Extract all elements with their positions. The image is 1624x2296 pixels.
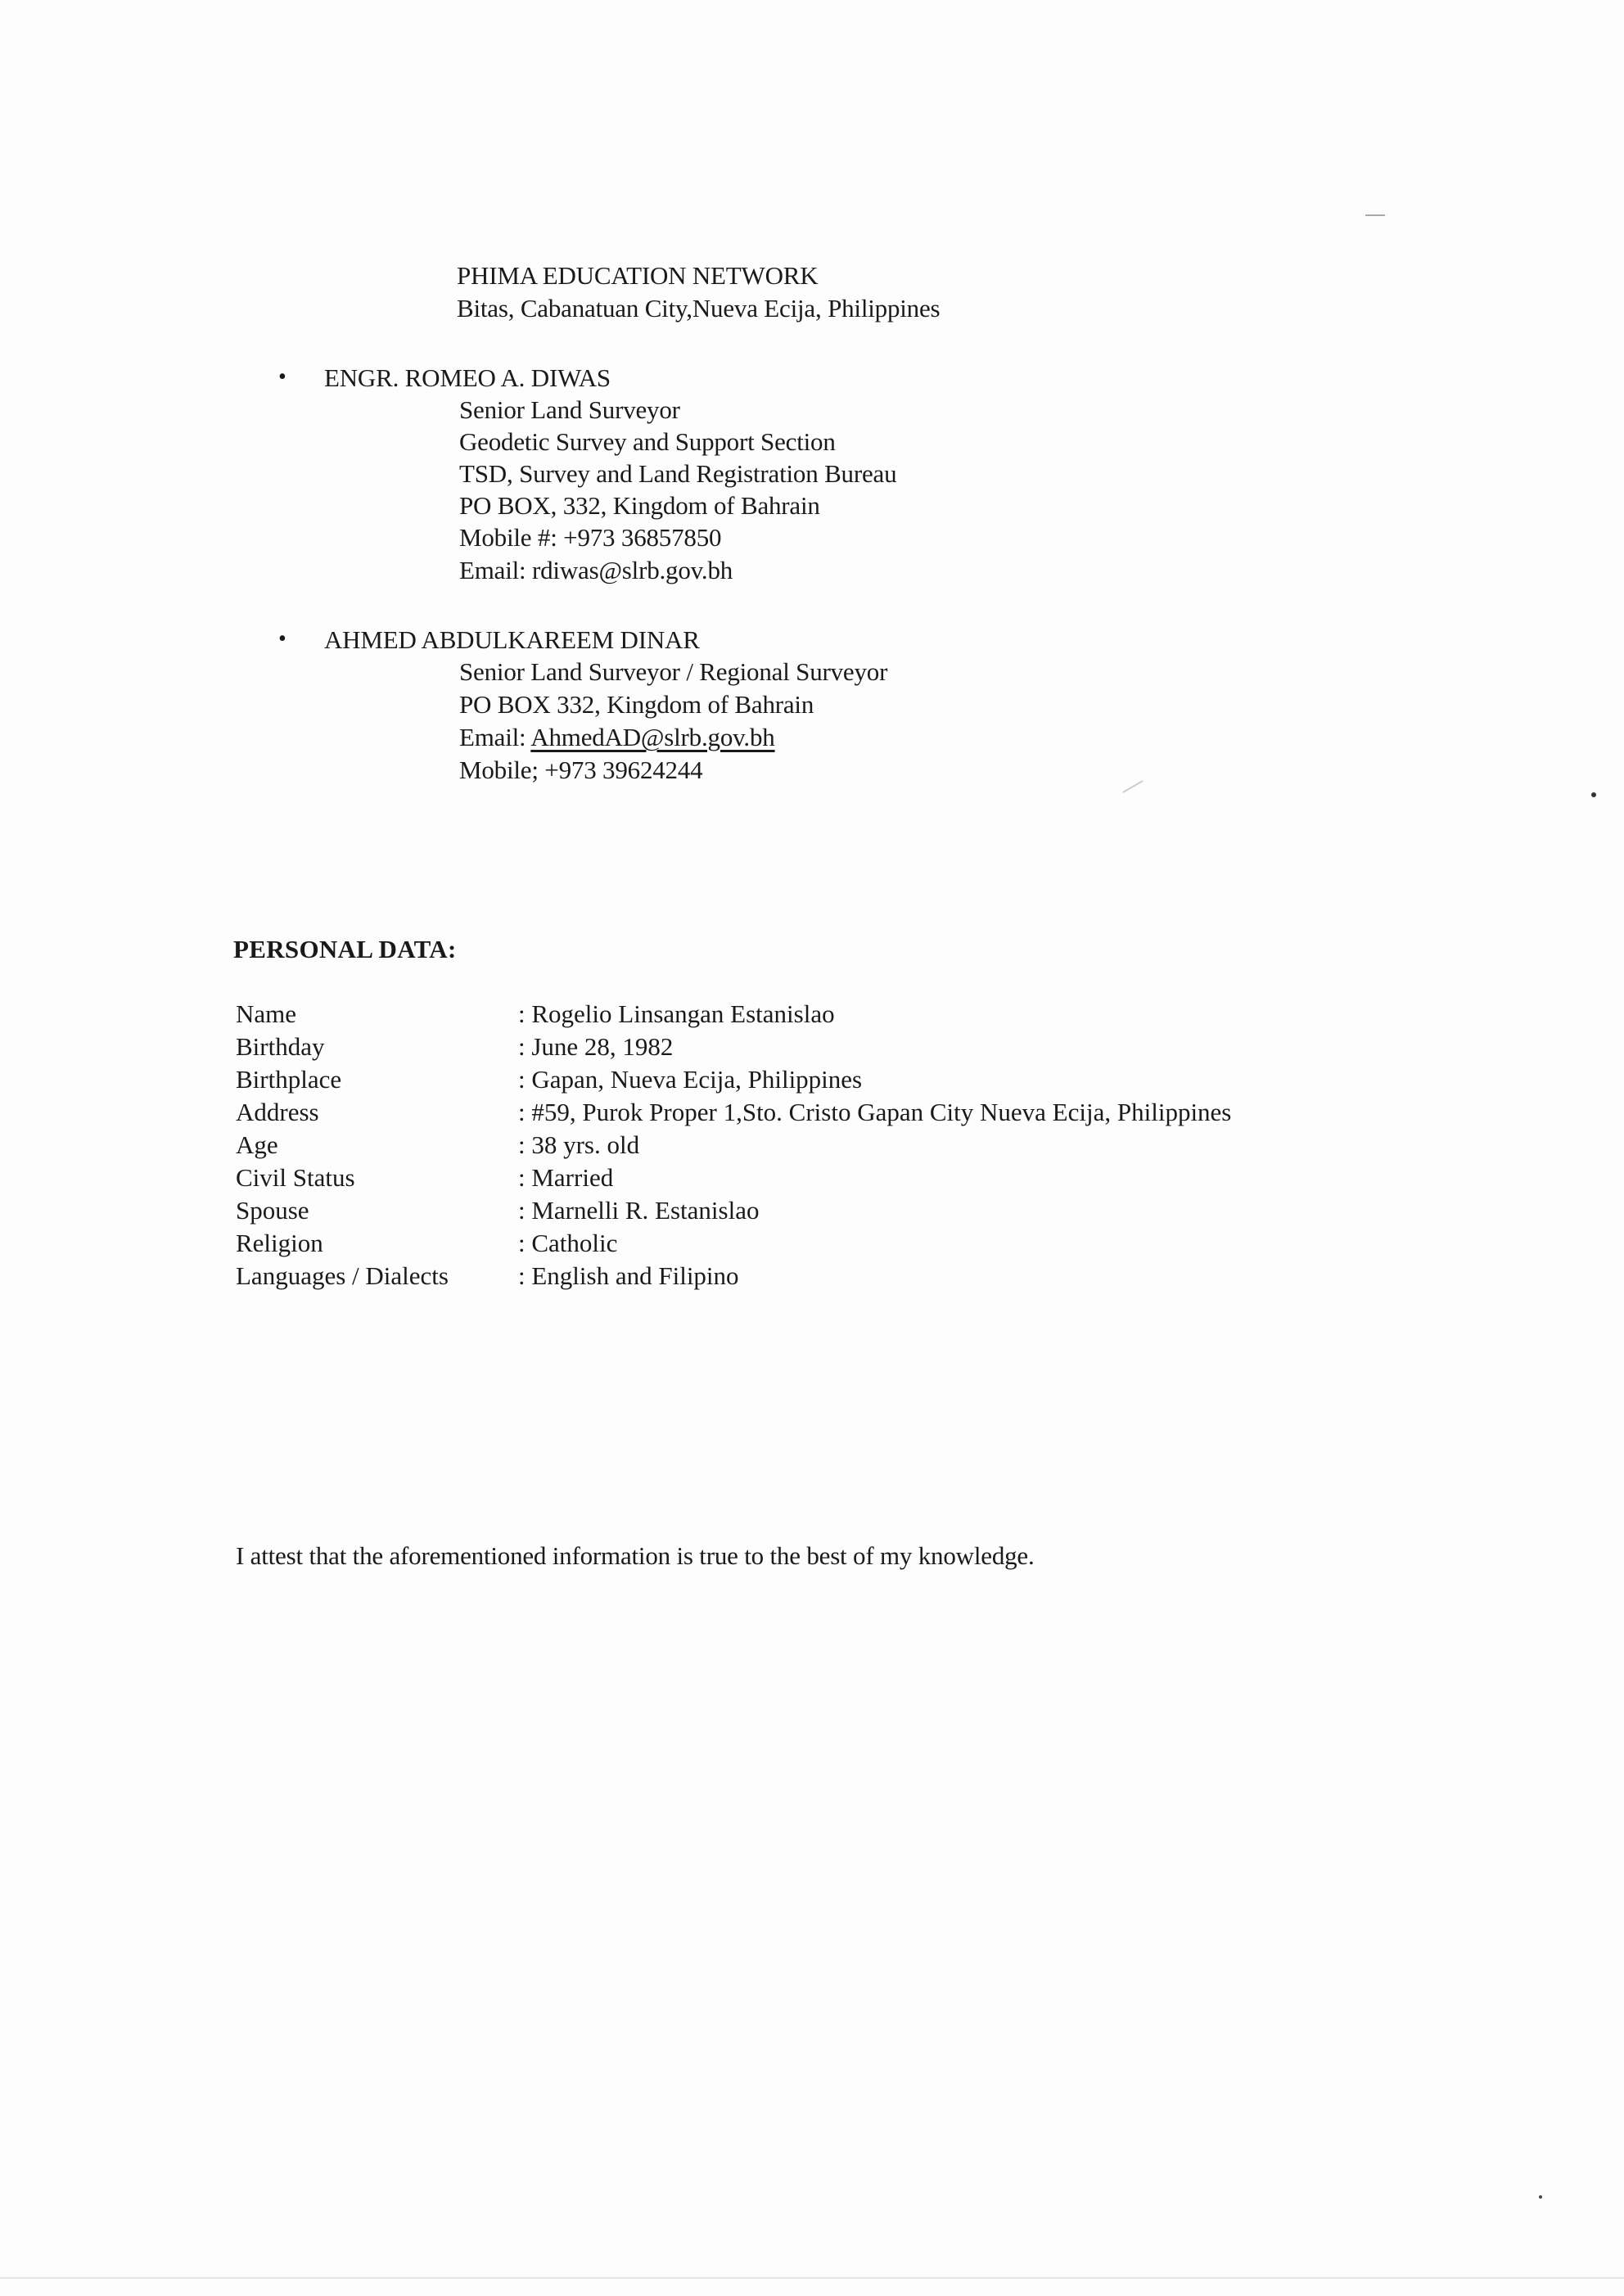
scan-speck [1539, 2195, 1542, 2199]
field-value: : Marnelli R. Estanislao [518, 1196, 760, 1225]
reference-mobile: Mobile #: +973 36857850 [459, 523, 722, 552]
scan-edge [0, 2277, 1624, 2279]
scan-mark [1122, 780, 1143, 793]
reference-address: PO BOX, 332, Kingdom of Bahrain [459, 491, 820, 520]
reference-title: Senior Land Surveyor [459, 395, 680, 424]
email-label: Email: [459, 723, 531, 751]
reference-title: Senior Land Surveyor / Regional Surveyor [459, 657, 888, 686]
field-value: : #59, Purok Proper 1,Sto. Cristo Gapan City Nueva Ecija, Philippines [518, 1098, 1232, 1126]
field-label: Birthplace [236, 1065, 342, 1094]
reference-org-name: PHIMA EDUCATION NETWORK [457, 261, 819, 290]
field-label: Birthday [236, 1032, 325, 1061]
field-value: : June 28, 1982 [518, 1032, 674, 1061]
bullet-icon: • [278, 364, 286, 390]
reference-email [459, 720, 775, 754]
scan-mark [1365, 214, 1385, 216]
field-label: Address [236, 1098, 319, 1126]
field-label: Civil Status [236, 1163, 355, 1192]
field-value: : English and Filipino [518, 1261, 739, 1290]
reference-address: PO BOX 332, Kingdom of Bahrain [459, 690, 814, 719]
field-value: : Married [518, 1163, 614, 1192]
field-label: Age [236, 1130, 278, 1159]
email-link[interactable]: AhmedAD@slrb.gov.bh [530, 723, 775, 751]
reference-bureau: TSD, Survey and Land Registration Bureau [459, 459, 897, 488]
field-label: Languages / Dialects [236, 1261, 449, 1290]
field-label: Spouse [236, 1196, 309, 1225]
field-label: Religion [236, 1229, 323, 1257]
personal-data-heading: PERSONAL DATA: [233, 935, 457, 963]
attestation-statement: I attest that the aforementioned information is true to the best of my knowledge. [236, 1541, 1035, 1570]
field-value: : Rogelio Linsangan Estanislao [518, 999, 835, 1028]
field-value: : Gapan, Nueva Ecija, Philippines [518, 1065, 863, 1094]
reference-name: AHMED ABDULKAREEM DINAR [324, 625, 700, 654]
bullet-icon: • [278, 626, 286, 652]
reference-section: Geodetic Survey and Support Section [459, 427, 836, 456]
scan-speck [1591, 792, 1596, 797]
field-value: : 38 yrs. old [518, 1130, 640, 1159]
reference-org-address: Bitas, Cabanatuan City,Nueva Ecija, Philippines [457, 294, 941, 323]
field-label: Name [236, 999, 297, 1028]
reference-mobile: Mobile; +973 39624244 [459, 756, 703, 784]
field-value: : Catholic [518, 1229, 618, 1257]
reference-email: Email: rdiwas@slrb.gov.bh [459, 556, 733, 584]
reference-name: ENGR. ROMEO A. DIWAS [324, 363, 611, 392]
